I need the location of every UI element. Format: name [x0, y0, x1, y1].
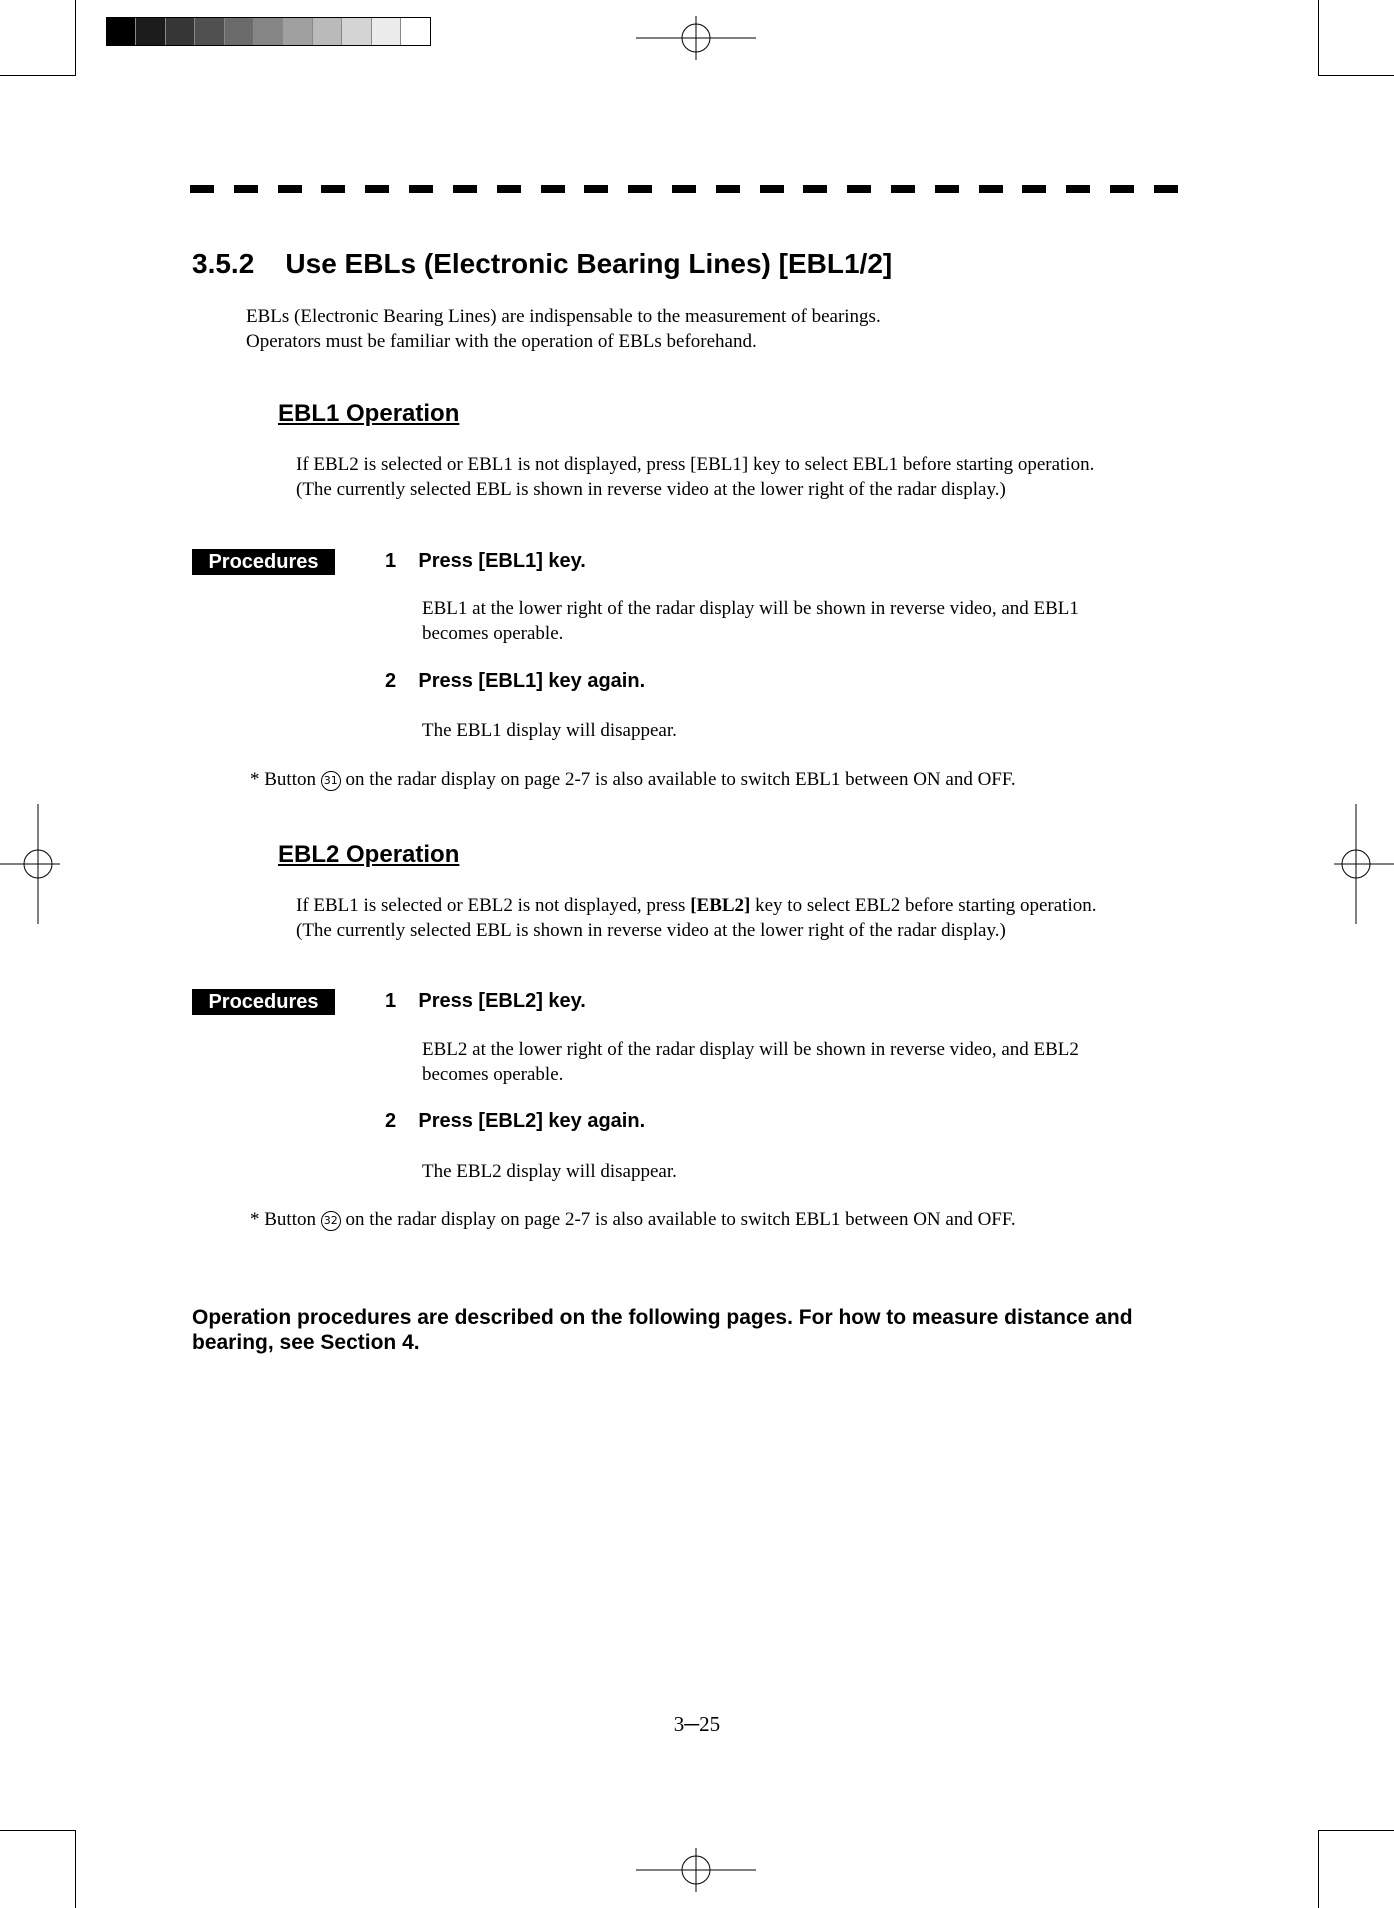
dash-segment	[1110, 185, 1134, 193]
section-title: Use EBLs (Electronic Bearing Lines) [EBL1/2]	[285, 248, 893, 279]
ebl1-heading: EBL1 Operation	[278, 400, 460, 427]
dash-segment	[1066, 185, 1090, 193]
gray-swatch	[166, 18, 195, 45]
ebl1-note: * Button 31 on the radar display on page 2-7 is also available to switch EBL1 between ON and OFF.	[250, 769, 1016, 790]
gray-swatch	[195, 18, 224, 45]
ebl2-note: * Button 32 on the radar display on page 2-7 is also available to switch EBL1 between ON and OFF.	[250, 1209, 1016, 1230]
dash-segment	[760, 185, 784, 193]
gray-swatch	[313, 18, 342, 45]
section-number: 3.5.2	[192, 248, 255, 279]
ebl2-step-1-title: 1 Press [EBL2] key.	[385, 990, 586, 1012]
ebl2-procedures-badge: Procedures	[192, 989, 335, 1015]
dash-segment	[190, 185, 214, 193]
gray-swatch	[136, 18, 165, 45]
dash-segment	[365, 185, 389, 193]
registration-mark-bottom	[636, 1848, 756, 1892]
gray-swatch	[372, 18, 401, 45]
footer-note: Operation procedures are described on the following pages. For how to measure distance and bearing, see Section 4.	[192, 1306, 1133, 1354]
dash-segment	[803, 185, 827, 193]
ebl1-step-2-title: 2 Press [EBL1] key again.	[385, 670, 646, 692]
dash-segment	[628, 185, 652, 193]
gray-swatch	[283, 18, 312, 45]
dash-segment	[935, 185, 959, 193]
dash-segment	[1022, 185, 1046, 193]
dash-segment	[321, 185, 345, 193]
ebl2-description	[296, 894, 1097, 943]
ebl1-description	[296, 453, 1094, 502]
dash-segment	[979, 185, 1003, 193]
dashed-rule	[190, 185, 1178, 193]
ebl2-desc-line: If EBL1 is selected or EBL2 is not displayed, press [EBL2] key to select EBL2 before starting operation.	[296, 895, 1097, 916]
dash-segment	[584, 185, 608, 193]
dash-segment	[409, 185, 433, 193]
dash-segment	[716, 185, 740, 193]
ebl1-step-1-body: EBL1 at the lower right of the radar display will be shown in reverse video, and EBL1 becomes operable.	[422, 598, 1079, 644]
ebl2-step-1-body: EBL2 at the lower right of the radar display will be shown in reverse video, and EBL2 becomes operable.	[422, 1039, 1079, 1085]
button-number-badge: 31	[321, 771, 341, 791]
intro-line: Operators must be familiar with the operation of EBLs beforehand.	[246, 330, 757, 352]
intro-paragraph	[246, 305, 881, 354]
ebl1-procedures-badge: Procedures	[192, 549, 335, 575]
page-number: 3─25	[673, 1712, 721, 1736]
gray-swatch	[254, 18, 283, 45]
button-number-badge: 32	[321, 1211, 341, 1231]
ebl1-step-1-title: 1 Press [EBL1] key.	[385, 550, 586, 572]
dash-segment	[278, 185, 302, 193]
dash-segment	[453, 185, 477, 193]
gray-swatch	[107, 18, 136, 45]
registration-mark-right	[1318, 804, 1394, 924]
dash-segment	[497, 185, 521, 193]
section-heading	[192, 248, 892, 280]
gray-swatch	[342, 18, 371, 45]
gray-swatch	[401, 18, 430, 45]
dash-segment	[234, 185, 258, 193]
gray-scale-strip	[106, 17, 431, 46]
ebl1-desc-line: (The currently selected EBL is shown in reverse video at the lower right of the radar display.)	[296, 478, 1006, 500]
registration-mark-left	[0, 804, 76, 924]
dash-segment	[847, 185, 871, 193]
ebl2-step-2-body: The EBL2 display will disappear.	[422, 1161, 677, 1182]
ebl2-heading: EBL2 Operation	[278, 841, 460, 868]
dash-segment	[891, 185, 915, 193]
ebl2-step-2-title: 2 Press [EBL2] key again.	[385, 1110, 646, 1132]
ebl2-desc-line: (The currently selected EBL is shown in reverse video at the lower right of the radar display.)	[296, 919, 1006, 941]
gray-swatch	[225, 18, 254, 45]
dash-segment	[1154, 185, 1178, 193]
ebl1-desc-line: If EBL2 is selected or EBL1 is not displayed, press [EBL1] key to select EBL1 before starting operation.	[296, 454, 1095, 475]
registration-mark-top	[636, 16, 756, 60]
dash-segment	[541, 185, 565, 193]
ebl1-step-2-body: The EBL1 display will disappear.	[422, 720, 677, 741]
dash-segment	[672, 185, 696, 193]
intro-line: EBLs (Electronic Bearing Lines) are indispensable to the measurement of bearings.	[246, 306, 881, 327]
